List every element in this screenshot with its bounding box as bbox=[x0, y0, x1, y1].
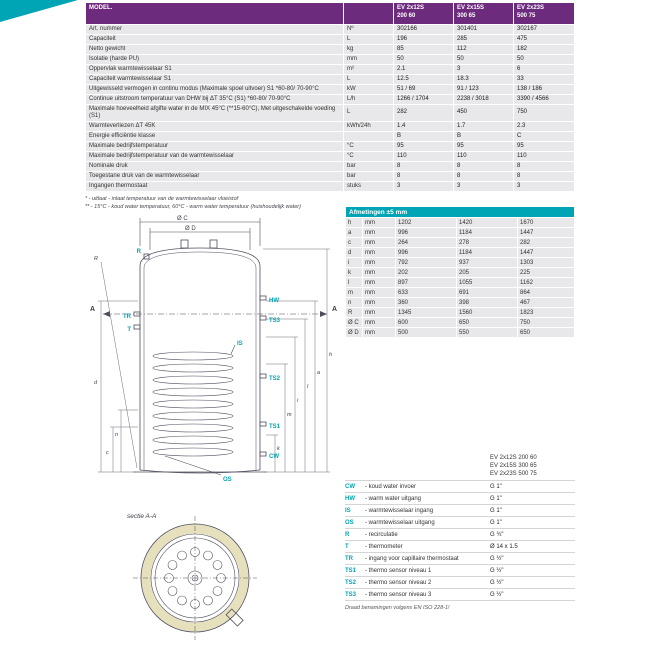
port-label-t: T bbox=[127, 327, 131, 333]
spec-row-value: 450 bbox=[454, 105, 513, 121]
connection-row bbox=[345, 576, 575, 588]
dimension-row bbox=[346, 318, 574, 327]
spec-row-value: 8 bbox=[514, 162, 574, 171]
dimension-label: Ø C bbox=[346, 318, 362, 327]
spec-row-label: Uitgewisseld vermogen in continu modus (Maximale spoel uitvoer) S1 *60-80/ 70-90°C bbox=[86, 85, 343, 94]
dimension-label: n bbox=[346, 298, 362, 307]
spec-row-value: 50 bbox=[454, 55, 513, 64]
port-label-is: IS bbox=[237, 341, 243, 347]
dimension-value: 1670 bbox=[518, 218, 574, 227]
connection-code: R bbox=[345, 531, 350, 538]
port-label-r: R bbox=[136, 249, 141, 255]
dimension-value: 633 bbox=[396, 288, 456, 297]
dimension-value: 1184 bbox=[457, 228, 517, 237]
spec-row-value: 33 bbox=[514, 75, 574, 84]
port-label-hw: HW bbox=[269, 298, 279, 304]
spec-row-unit: mm bbox=[344, 55, 393, 64]
spec-row-value: 2.3 bbox=[514, 122, 574, 131]
dimension-unit: mm bbox=[363, 218, 395, 227]
connection-description: - thermo sensor niveau 2 bbox=[365, 579, 432, 586]
spec-row-value: 85 bbox=[394, 45, 453, 54]
dimension-value: 1184 bbox=[457, 248, 517, 257]
dimension-value: 1055 bbox=[457, 278, 517, 287]
spec-row-value: 285 bbox=[454, 35, 513, 44]
dimension-label: k bbox=[346, 268, 362, 277]
dimension-unit: mm bbox=[363, 308, 395, 317]
spec-row-value: 110 bbox=[394, 152, 453, 161]
dimension-value: 897 bbox=[396, 278, 456, 287]
connection-description: - recirculatie bbox=[365, 531, 398, 538]
corner-decoration bbox=[0, 0, 78, 22]
dimension-value: 500 bbox=[396, 328, 456, 337]
dimension-label: h bbox=[346, 218, 362, 227]
connection-row bbox=[345, 540, 575, 552]
spec-row-label: Toegestane druk van de warmtewisselaar bbox=[86, 172, 343, 181]
right-column bbox=[345, 206, 575, 611]
dimension-value: 1420 bbox=[457, 218, 517, 227]
connection-code: CW bbox=[345, 483, 355, 490]
spec-row-value: 475 bbox=[514, 35, 574, 44]
dimension-row bbox=[346, 268, 574, 277]
dim-letter-l: l bbox=[307, 384, 309, 390]
connection-size: Ø 14 x 1.5 bbox=[490, 543, 518, 550]
spec-row bbox=[86, 142, 574, 151]
spec-row-unit: °C bbox=[344, 142, 393, 151]
dimension-value: 996 bbox=[396, 228, 456, 237]
spec-row-value: 196 bbox=[394, 35, 453, 44]
dimension-value: 750 bbox=[518, 318, 574, 327]
dimension-unit: mm bbox=[363, 298, 395, 307]
dimension-row bbox=[346, 298, 574, 307]
model-name: EV 2x23S bbox=[517, 5, 545, 11]
connection-code: T bbox=[345, 543, 349, 550]
spec-row-value: 182 bbox=[514, 45, 574, 54]
model-size: 200 60 bbox=[397, 12, 416, 19]
connection-size: G ½" bbox=[490, 567, 504, 574]
dimension-value: 864 bbox=[518, 288, 574, 297]
dimension-value: 398 bbox=[457, 298, 517, 307]
model-size: 300 65 bbox=[457, 12, 476, 19]
heat-exchanger-coil-icon bbox=[153, 345, 235, 475]
dimension-value: 650 bbox=[457, 318, 517, 327]
dimension-value: 1823 bbox=[518, 308, 574, 317]
dimension-value: 1202 bbox=[396, 218, 456, 227]
spec-row-label: Continue uitstroom temperatuur van DHW bij ΔT 35°C (S1) *60-80/ 70-90°C bbox=[86, 95, 343, 104]
dimension-value: 1447 bbox=[518, 248, 574, 257]
thread-standard-note: Draad benamingen volgens EN ISO 228-1! bbox=[345, 605, 450, 612]
connection-row bbox=[345, 516, 575, 528]
spec-row-value: 282 bbox=[394, 105, 453, 121]
dimension-row bbox=[346, 248, 574, 257]
dim-letter-d: d bbox=[94, 380, 98, 386]
dimension-value: 282 bbox=[518, 238, 574, 247]
dim-letter-n: n bbox=[115, 432, 119, 438]
connection-size: G 1" bbox=[490, 483, 502, 490]
spec-row-value: 50 bbox=[514, 55, 574, 64]
spec-row-value: 8 bbox=[454, 172, 513, 181]
port-label-ts1: TS1 bbox=[269, 424, 281, 430]
spec-row-unit: L bbox=[344, 75, 393, 84]
spec-row-value: B bbox=[454, 132, 513, 141]
dimensions-title: Afmetingen ±5 mm bbox=[346, 207, 574, 217]
spec-row-value: 95 bbox=[514, 142, 574, 151]
connection-row bbox=[345, 528, 575, 540]
dimension-label: R bbox=[346, 308, 362, 317]
model-name: EV 2x15S bbox=[457, 5, 485, 11]
spec-row-label: Maximale bedrijfstemperatuur van de warmtewisselaar bbox=[86, 152, 343, 161]
connection-size: G ½" bbox=[490, 579, 504, 586]
dimension-unit: mm bbox=[363, 318, 395, 327]
connection-size: G 1" bbox=[490, 495, 502, 502]
spec-row-value: 1.7 bbox=[454, 122, 513, 131]
dimension-value: 1345 bbox=[396, 308, 456, 317]
connection-code: HW bbox=[345, 495, 355, 502]
spec-row-value: 2.1 bbox=[394, 65, 453, 74]
dimension-unit: mm bbox=[363, 258, 395, 267]
spec-row-value: 6 bbox=[514, 65, 574, 74]
spec-row-value: 138 / 186 bbox=[514, 85, 574, 94]
connection-size: G ¾" bbox=[490, 531, 504, 538]
dimension-value: 205 bbox=[457, 268, 517, 277]
connection-description: - warm water uitgang bbox=[365, 495, 422, 502]
dimension-value: 550 bbox=[457, 328, 517, 337]
spec-row bbox=[86, 25, 574, 34]
connection-description: - warmtewisselaar uitgang bbox=[365, 519, 435, 526]
spec-row-value: 302166 bbox=[394, 25, 453, 34]
dimension-unit: mm bbox=[363, 238, 395, 247]
model-column-2 bbox=[454, 3, 513, 24]
dimension-label: Ø D bbox=[346, 328, 362, 337]
dimension-value: 691 bbox=[457, 288, 517, 297]
spec-row bbox=[86, 152, 574, 161]
model-column-1 bbox=[394, 3, 453, 24]
port-label-ts2: TS2 bbox=[269, 376, 281, 382]
spec-row-value: 3 bbox=[514, 182, 574, 191]
spec-row-value: 302167 bbox=[514, 25, 574, 34]
spec-row-value: 1266 / 1704 bbox=[394, 95, 453, 104]
spec-row bbox=[86, 132, 574, 141]
dim-letter-h: h bbox=[329, 352, 333, 358]
spec-row-label: Ingangen thermostaat bbox=[86, 182, 343, 191]
section-marker-right: A bbox=[332, 306, 338, 313]
spec-row bbox=[86, 162, 574, 171]
dim-letter-i: i bbox=[297, 398, 299, 404]
spec-row-unit: L bbox=[344, 35, 393, 44]
spec-row bbox=[86, 75, 574, 84]
dimension-label: a bbox=[346, 228, 362, 237]
dimension-row bbox=[346, 238, 574, 247]
connection-row bbox=[345, 552, 575, 564]
connection-model-list bbox=[490, 454, 575, 478]
diameter-d-label: Ø D bbox=[185, 226, 196, 232]
spec-row-label: Isolatie (harde PU) bbox=[86, 55, 343, 64]
spec-row-unit: L bbox=[344, 105, 393, 121]
section-view bbox=[133, 516, 257, 640]
spec-row-value: 8 bbox=[394, 162, 453, 171]
spec-row-label: Nominale druk bbox=[86, 162, 343, 171]
connection-code: TR bbox=[345, 555, 353, 562]
dimension-label: l bbox=[346, 278, 362, 287]
spec-row-label: Art. nummer bbox=[86, 25, 343, 34]
dimension-row bbox=[346, 228, 574, 237]
connection-description: - koud water invoer bbox=[365, 483, 417, 490]
dimension-row bbox=[346, 218, 574, 227]
unit-header-cell bbox=[344, 3, 393, 24]
spec-row bbox=[86, 65, 574, 74]
spec-row-value: 750 bbox=[514, 105, 574, 121]
spec-row bbox=[86, 172, 574, 181]
connection-code: TS1 bbox=[345, 567, 357, 574]
connection-description: - ingang voor capillaire thermostaat bbox=[365, 555, 459, 562]
connection-row bbox=[345, 588, 575, 601]
model-size: 500 75 bbox=[517, 12, 536, 19]
dim-letter-k: k bbox=[277, 446, 280, 452]
connection-model: EV 2x12S 200 60 bbox=[490, 455, 537, 461]
spec-row-unit: kWh/24h bbox=[344, 122, 393, 131]
spec-row-value: 301401 bbox=[454, 25, 513, 34]
spec-row-unit: bar bbox=[344, 162, 393, 171]
dimension-row bbox=[346, 328, 574, 337]
spec-row-value: C bbox=[514, 132, 574, 141]
dimension-row bbox=[346, 308, 574, 317]
connection-row bbox=[345, 480, 575, 492]
dim-letter-c: c bbox=[106, 450, 109, 456]
spec-row bbox=[86, 55, 574, 64]
dim-letter-R: R bbox=[94, 256, 98, 262]
spec-row-unit: kg bbox=[344, 45, 393, 54]
port-label-os: OS bbox=[223, 477, 232, 483]
spec-row-unit: L/h bbox=[344, 95, 393, 104]
spec-row-value: 8 bbox=[454, 162, 513, 171]
spec-row-value: 50 bbox=[394, 55, 453, 64]
dimension-unit: mm bbox=[363, 228, 395, 237]
dimension-value: 264 bbox=[396, 238, 456, 247]
connection-description: - thermo sensor niveau 3 bbox=[365, 591, 432, 598]
spec-row-unit: m² bbox=[344, 65, 393, 74]
model-header-label: MODEL. bbox=[86, 3, 343, 24]
spec-row-unit: Nº bbox=[344, 25, 393, 34]
section-caption: sectie A-A bbox=[127, 513, 157, 520]
port-label-tr: TR bbox=[123, 314, 131, 320]
spec-header-row bbox=[86, 3, 574, 24]
spec-row-value: B bbox=[394, 132, 453, 141]
spec-row-value: 8 bbox=[514, 172, 574, 181]
spec-row-label: Maximale hoeveelheid afgifte water in de MIX 45°C (**15-60°C), Met uitgeschakelde voeding (S1) bbox=[86, 105, 343, 121]
spec-row bbox=[86, 95, 574, 104]
spec-row-value: 51 / 69 bbox=[394, 85, 453, 94]
spec-row bbox=[86, 122, 574, 131]
dimension-row bbox=[346, 258, 574, 267]
spec-row-value: 110 bbox=[514, 152, 574, 161]
dimension-value: 650 bbox=[518, 328, 574, 337]
spec-row-value: 18.3 bbox=[454, 75, 513, 84]
spec-row-label: Warmteverliezen ΔT 45K bbox=[86, 122, 343, 131]
spec-table bbox=[85, 2, 575, 192]
diameter-dimension-lines bbox=[140, 218, 260, 250]
dimension-value: 1447 bbox=[518, 228, 574, 237]
spec-row-unit: bar bbox=[344, 172, 393, 181]
spec-row-label: Oppervlak warmtewisselaar S1 bbox=[86, 65, 343, 74]
connection-size: G ½" bbox=[490, 555, 504, 562]
dimension-value: 202 bbox=[396, 268, 456, 277]
connection-code: TS2 bbox=[345, 579, 357, 586]
dimension-lines bbox=[98, 249, 333, 472]
spec-row-value: 95 bbox=[454, 142, 513, 151]
port-label-cw: CW bbox=[269, 454, 279, 460]
connection-rows bbox=[345, 480, 575, 601]
dimension-label: c bbox=[346, 238, 362, 247]
tank-technical-drawing bbox=[85, 204, 345, 646]
connection-model: EV 2x15S 300 65 bbox=[490, 463, 537, 470]
dimension-label: m bbox=[346, 288, 362, 297]
connection-description: - thermo sensor niveau 1 bbox=[365, 567, 432, 574]
dimension-unit: mm bbox=[363, 288, 395, 297]
spec-row bbox=[86, 45, 574, 54]
footnote-1: * - uitlaat - inlaat temperatuur van de warmtewisselaar vloeistof bbox=[85, 195, 239, 202]
dimension-unit: mm bbox=[363, 248, 395, 257]
dimension-value: 937 bbox=[457, 258, 517, 267]
connection-model: EV 2x23S 500 75 bbox=[490, 471, 537, 478]
dimension-value: 467 bbox=[518, 298, 574, 307]
dim-letter-a: a bbox=[317, 370, 321, 376]
spec-row-value: 3 bbox=[454, 182, 513, 191]
spec-row-value: 3 bbox=[454, 65, 513, 74]
connection-row bbox=[345, 492, 575, 504]
connection-code: OS bbox=[345, 519, 354, 526]
connection-row bbox=[345, 564, 575, 576]
dimension-value: 278 bbox=[457, 238, 517, 247]
dimension-value: 1560 bbox=[457, 308, 517, 317]
dimension-value: 600 bbox=[396, 318, 456, 327]
spec-row-label: Capaciteit bbox=[86, 35, 343, 44]
spec-row-value: 110 bbox=[454, 152, 513, 161]
spec-row bbox=[86, 85, 574, 94]
dimension-label: i bbox=[346, 258, 362, 267]
spec-row-unit bbox=[344, 132, 393, 141]
model-column-3 bbox=[514, 3, 574, 24]
spec-row-value: 95 bbox=[394, 142, 453, 151]
spec-row-value: 8 bbox=[394, 172, 453, 181]
connections-table bbox=[345, 454, 575, 611]
spec-row-value: 91 / 123 bbox=[454, 85, 513, 94]
model-name: EV 2x12S bbox=[397, 5, 425, 11]
dimension-value: 996 bbox=[396, 248, 456, 257]
spec-row-unit: stuks bbox=[344, 182, 393, 191]
spec-row-value: 12.5 bbox=[394, 75, 453, 84]
dimension-row bbox=[346, 288, 574, 297]
dimensions-header-row bbox=[346, 207, 574, 217]
connection-size: G ½" bbox=[490, 591, 504, 598]
dimension-row bbox=[346, 278, 574, 287]
spec-row bbox=[86, 182, 574, 191]
dimensions-table bbox=[345, 206, 575, 338]
spec-row-label: Capaciteit warmtewisselaar S1 bbox=[86, 75, 343, 84]
spec-row-value: 1.4 bbox=[394, 122, 453, 131]
dimension-value: 225 bbox=[518, 268, 574, 277]
footnote-2: ** - 15°C - koud water temperatuur, 60°C - warm water temperatuur (huishoudelijk water) bbox=[85, 204, 301, 211]
dimension-value: 360 bbox=[396, 298, 456, 307]
dimension-unit: mm bbox=[363, 268, 395, 277]
connection-code: IS bbox=[345, 507, 351, 514]
dimension-value: 1162 bbox=[518, 278, 574, 287]
spec-row-unit: °C bbox=[344, 152, 393, 161]
connection-code: TS3 bbox=[345, 591, 357, 598]
spec-section bbox=[85, 2, 576, 211]
dimension-label: d bbox=[346, 248, 362, 257]
dimension-unit: mm bbox=[363, 328, 395, 337]
connection-row bbox=[345, 504, 575, 516]
spec-row-value: 3 bbox=[394, 182, 453, 191]
port-label-ts3: TS3 bbox=[269, 318, 281, 324]
spec-row-label: Energie efficiëntie klasse bbox=[86, 132, 343, 141]
spec-row-value: 3390 / 4566 bbox=[514, 95, 574, 104]
connection-description: - warmtewisselaar ingang bbox=[365, 507, 434, 514]
spec-row-label: Maximale bedrijfstemperatuur bbox=[86, 142, 343, 151]
spec-row-value: 2238 / 3018 bbox=[454, 95, 513, 104]
dim-letter-m: m bbox=[287, 412, 292, 418]
dimension-value: 1303 bbox=[518, 258, 574, 267]
spec-row bbox=[86, 35, 574, 44]
diameter-c-label: Ø C bbox=[177, 216, 188, 222]
dimension-unit: mm bbox=[363, 278, 395, 287]
spec-row-unit: kW bbox=[344, 85, 393, 94]
spec-row bbox=[86, 105, 574, 121]
spec-row-label: Netto gewicht bbox=[86, 45, 343, 54]
connection-size: G 1" bbox=[490, 507, 502, 514]
connection-description: - thermometer bbox=[365, 543, 403, 550]
dimension-value: 792 bbox=[396, 258, 456, 267]
spec-row-value: 112 bbox=[454, 45, 513, 54]
connection-size: G 1" bbox=[490, 519, 502, 526]
section-marker-left: A bbox=[90, 306, 96, 313]
